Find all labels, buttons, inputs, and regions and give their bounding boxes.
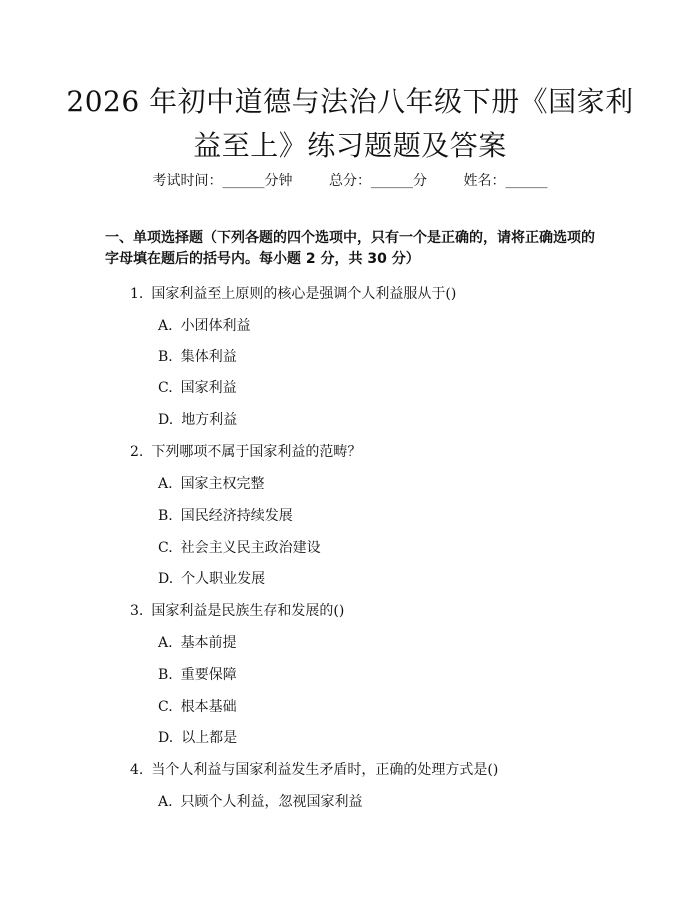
option-letter: D.	[158, 412, 174, 428]
section-heading: 一、单项选择题（下列各题的四个选项中，只有一个是正确的，请将正确选项的字母填在题后的括号内。每小题 2 分，共 30 分）	[105, 230, 595, 267]
option-text: 基本前提	[180, 635, 237, 651]
option-text: 根本基础	[180, 699, 237, 715]
option-letter: B.	[158, 667, 173, 683]
option-letter: A.	[158, 476, 173, 492]
question-text: 下列哪项不属于国家利益的范畴？	[151, 444, 362, 460]
question-text: 当个人利益与国家利益发生矛盾时，正确的处理方式是()	[151, 762, 499, 778]
option-3d	[158, 727, 237, 747]
option-text: 国家主权完整	[180, 476, 265, 492]
option-3b	[158, 664, 237, 684]
document-title	[60, 80, 640, 168]
question-number: 4.	[130, 762, 144, 778]
option-text: 以上都是	[181, 730, 238, 746]
title-line-1: 2026 年初中道德与法治八年级下册《国家利	[66, 85, 634, 118]
question-number: 1.	[130, 286, 144, 302]
option-text: 国民经济持续发展	[180, 508, 293, 524]
option-text: 重要保障	[180, 667, 237, 683]
option-1b	[158, 346, 237, 366]
question-1	[130, 283, 456, 303]
option-text: 个人职业发展	[181, 571, 266, 587]
option-letter: C.	[158, 540, 173, 556]
question-4	[130, 759, 498, 779]
question-2	[130, 441, 361, 461]
option-letter: B.	[158, 349, 173, 365]
option-text: 小团体利益	[180, 318, 251, 334]
total-score-label: 总分：______分	[329, 173, 427, 189]
option-letter: A.	[158, 318, 173, 334]
option-letter: C.	[158, 699, 173, 715]
option-3a	[158, 632, 237, 652]
option-letter: D.	[158, 730, 174, 746]
option-4a	[158, 791, 363, 811]
option-text: 只顾个人利益，忽视国家利益	[180, 794, 363, 810]
option-text: 地方利益	[181, 412, 238, 428]
option-1c	[158, 377, 237, 397]
option-letter: C.	[158, 380, 173, 396]
option-text: 国家利益	[180, 380, 237, 396]
option-3c	[158, 696, 237, 716]
option-1d	[158, 409, 237, 429]
option-2b	[158, 505, 293, 525]
option-letter: A.	[158, 794, 173, 810]
option-letter: D.	[158, 571, 174, 587]
question-text: 国家利益是民族生存和发展的()	[151, 603, 345, 619]
exam-meta	[0, 170, 700, 190]
question-text: 国家利益至上原则的核心是强调个人利益服从于()	[151, 286, 457, 302]
option-letter: A.	[158, 635, 173, 651]
question-number: 2.	[130, 444, 144, 460]
option-1a	[158, 315, 251, 335]
option-2c	[158, 537, 321, 557]
question-3	[130, 600, 344, 620]
option-2a	[158, 473, 265, 493]
option-2d	[158, 568, 265, 588]
option-text: 集体利益	[180, 349, 237, 365]
exam-time-label: 考试时间：______分钟	[152, 173, 293, 189]
question-number: 3.	[130, 603, 144, 619]
title-line-2: 益至上》练习题题及答案	[193, 129, 507, 162]
option-text: 社会主义民主政治建设	[180, 540, 321, 556]
option-letter: B.	[158, 508, 173, 524]
student-name-label: 姓名：______	[463, 173, 548, 189]
